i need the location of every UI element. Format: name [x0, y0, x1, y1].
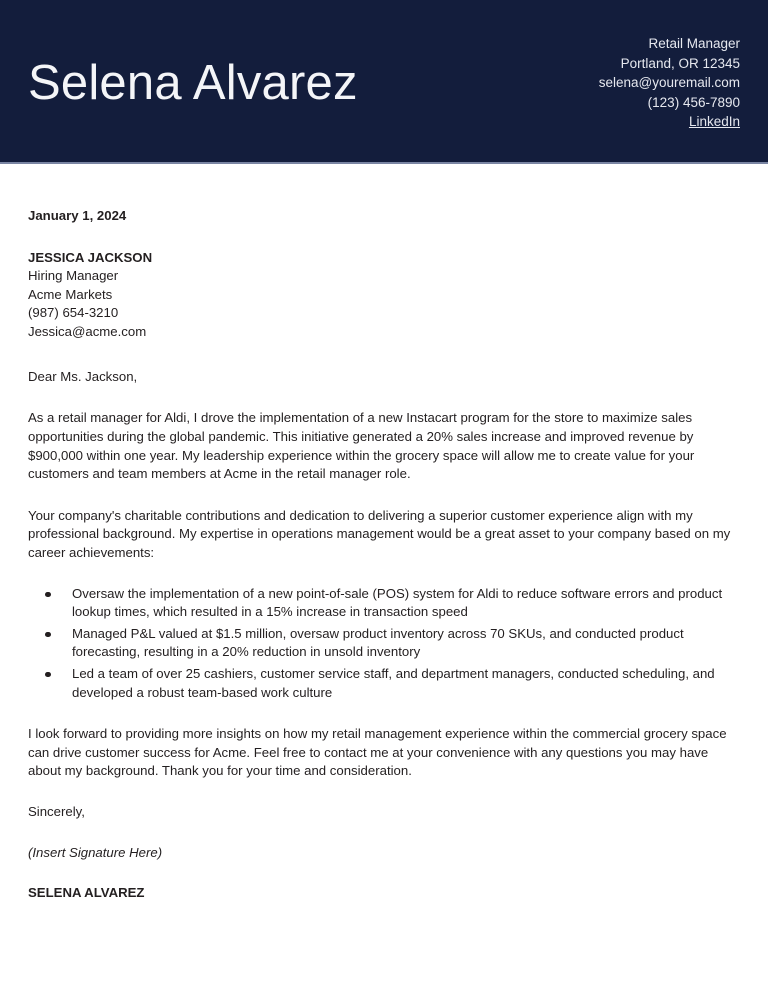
achievement-text: Oversaw the implementation of a new point-of-sale (POS) system for Aldi to reduce software errors and product lookup times, which resulted in a 15% increase in transaction speed [72, 585, 723, 620]
body-paragraph-1: As a retail manager for Aldi, I drove the implementation of a new Instacart program for the store to maximize sales opportunities during the global pandemic. This initiative generated a 20% sales increase and improved revenue by $900,000 within one year. My leadership experience within the grocery space will allow me to create value for your customers and team members at Acme in the retail manager role. [28, 410, 695, 482]
list-item [28, 585, 740, 622]
contact-job-title: Retail Manager [648, 36, 740, 52]
recipient-block [28, 249, 740, 341]
recipient-title: Hiring Manager [28, 268, 119, 284]
contact-location: Portland, OR 12345 [620, 55, 740, 71]
contact-block [599, 34, 740, 132]
recipient-phone: (987) 654-3210 [28, 305, 119, 321]
recipient-email: Jessica@acme.com [28, 323, 147, 339]
letter-body [0, 208, 768, 903]
letterhead-header [0, 0, 768, 164]
sign-off: Sincerely, [28, 803, 85, 819]
achievements-list [28, 585, 740, 703]
recipient-company: Acme Markets [28, 286, 113, 302]
recipient-name: JESSICA JACKSON [28, 250, 153, 265]
letter-date: January 1, 2024 [28, 208, 127, 223]
signature-placeholder: (Insert Signature Here) [28, 844, 163, 860]
closing-paragraph: I look forward to providing more insights on how my retail management experience within the commercial grocery space can drive customer success for Acme. Feel free to contact me at your convenience with any questions you may have about my background. Thank you for your time and consideration. [28, 726, 727, 779]
contact-linkedin-link[interactable] [599, 112, 740, 132]
achievement-text: Managed P&L valued at $1.5 million, oversaw product inventory across 70 SKUs, and conducted product forecasting, resulting in a 20% reduction in unsold inventory [72, 625, 684, 660]
bullet-icon [45, 592, 51, 598]
applicant-name: Selena Alvarez [28, 56, 358, 111]
bullet-icon [45, 672, 51, 678]
contact-email[interactable]: selena@youremail.com [598, 75, 740, 91]
bullet-icon [45, 632, 51, 638]
contact-phone: (123) 456-7890 [647, 94, 740, 110]
salutation: Dear Ms. Jackson, [28, 369, 138, 385]
linkedin-label: LinkedIn [688, 114, 740, 130]
list-item [28, 665, 740, 702]
signer-name: SELENA ALVAREZ [28, 885, 145, 901]
body-paragraph-2: Your company's charitable contributions and dedication to delivering a superior customer experience align with my professional background. My expertise in operations management would be a great asset to your company based on my career achievements: [28, 507, 731, 560]
list-item [28, 625, 740, 662]
achievement-text: Led a team of over 25 cashiers, customer service staff, and department managers, conducted scheduling, and developed a robust team-based work culture [72, 665, 715, 700]
